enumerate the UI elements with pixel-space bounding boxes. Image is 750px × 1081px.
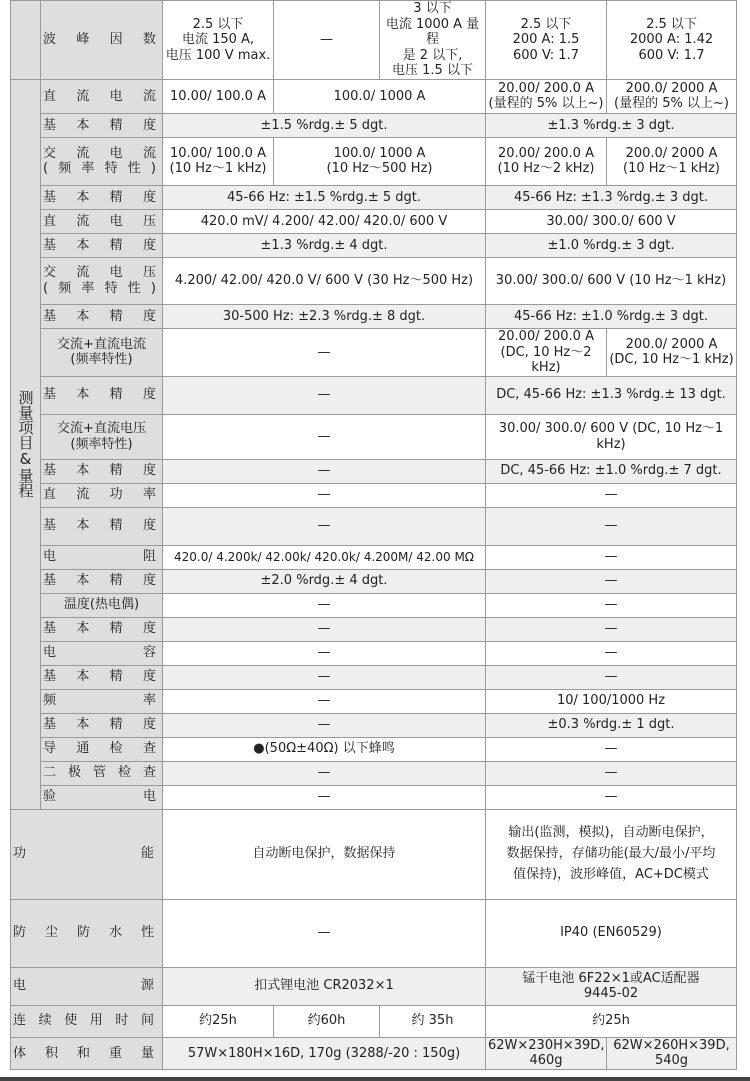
row-label: 验电 — [41, 785, 163, 809]
row-functions — [11, 809, 737, 899]
cell: — — [486, 507, 737, 545]
row-label: 直流电压 — [41, 209, 163, 233]
cell: 2.5 以下 电流 150 A, 电压 100 V max. — [163, 1, 274, 80]
bottom-divider — [0, 1077, 750, 1081]
cell: 200.0/ 2000 A (DC, 10 Hz～1 kHz) — [607, 328, 737, 376]
row-frequency-accuracy — [11, 713, 737, 737]
row-label: 基本精度 — [41, 617, 163, 641]
row-label: 交流+直流电压 (频率特性) — [41, 414, 163, 459]
row-acdc-current — [11, 328, 737, 376]
cell: IP40 (EN60529) — [486, 899, 737, 967]
cell: 30.00/ 300.0/ 600 V (DC, 10 Hz～1 kHz) — [486, 414, 737, 459]
cell: 2.5 以下 200 A: 1.5 600 V: 1.7 — [486, 1, 607, 80]
cell: 200.0/ 2000 A (量程的 5% 以上~) — [607, 79, 737, 113]
cell: — — [163, 483, 486, 507]
cell: 30-500 Hz: ±2.3 %rdg.± 8 dgt. — [163, 304, 486, 328]
cell: — — [163, 899, 486, 967]
row-temperature-accuracy — [11, 617, 737, 641]
cell: 20.00/ 200.0 A (量程的 5% 以上~) — [486, 79, 607, 113]
row-ac-voltage-accuracy — [11, 304, 737, 328]
cell: — — [486, 569, 737, 593]
cell: — — [163, 665, 486, 689]
cell: 420.0/ 4.200k/ 42.00k/ 420.0k/ 4.200M/ 42.00 MΩ — [163, 545, 486, 569]
cell: 输出(监测，模拟)，自动断电保护， 数据保持，存储功能(最大/最小/平均 值保持)，波形峰值，AC+DC模式 — [486, 809, 737, 899]
cell: 4.200/ 42.00/ 420.0 V/ 600 V (30 Hz～500 Hz) — [163, 257, 486, 304]
cell: 45-66 Hz: ±1.3 %rdg.± 3 dgt. — [486, 185, 737, 209]
row-ac-voltage — [11, 257, 737, 304]
cell: ±2.0 %rdg.± 4 dgt. — [163, 569, 486, 593]
row-runtime — [11, 1005, 737, 1037]
row-frequency — [11, 689, 737, 713]
cell: 30.00/ 300.0/ 600 V (10 Hz～1 kHz) — [486, 257, 737, 304]
cell: — — [163, 641, 486, 665]
row-label: 连续使用时间 — [11, 1005, 163, 1037]
row-dc-voltage-accuracy — [11, 233, 737, 257]
row-crest-factor — [11, 1, 737, 80]
cell: ±1.3 %rdg.± 4 dgt. — [163, 233, 486, 257]
row-continuity — [11, 737, 737, 761]
cell: 30.00/ 300.0/ 600 V — [486, 209, 737, 233]
row-label: 基本精度 — [41, 376, 163, 414]
cell: 45-66 Hz: ±1.0 %rdg.± 3 dgt. — [486, 304, 737, 328]
row-label: 导通检查 — [41, 737, 163, 761]
row-dc-power — [11, 483, 737, 507]
cell: — — [163, 459, 486, 483]
cell: — — [486, 617, 737, 641]
row-label: 基本精度 — [41, 713, 163, 737]
cell: 约25h — [163, 1005, 274, 1037]
cell: ±1.0 %rdg.± 3 dgt. — [486, 233, 737, 257]
cell: 2.5 以下 2000 A: 1.42 600 V: 1.7 — [607, 1, 737, 80]
cell: — — [486, 641, 737, 665]
cell: — — [163, 617, 486, 641]
row-diode — [11, 761, 737, 785]
row-label: 直流电流 — [41, 79, 163, 113]
row-label: 频率 — [41, 689, 163, 713]
cell: — — [163, 414, 486, 459]
cell: — — [163, 689, 486, 713]
row-resistance-accuracy — [11, 569, 737, 593]
row-label: 基本精度 — [41, 185, 163, 209]
row-dc-current — [11, 79, 737, 113]
row-label: 温度(热电偶) — [41, 593, 163, 617]
cell: — — [486, 483, 737, 507]
row-label: 二极管检查 — [41, 761, 163, 785]
cell: 100.0/ 1000 A (10 Hz～500 Hz) — [274, 137, 486, 185]
cell: ±1.5 %rdg.± 5 dgt. — [163, 113, 486, 137]
row-label: 基本精度 — [41, 233, 163, 257]
row-ac-current — [11, 137, 737, 185]
cell: 420.0 mV/ 4.200/ 42.00/ 420.0/ 600 V — [163, 209, 486, 233]
cell: ±1.3 %rdg.± 3 dgt. — [486, 113, 737, 137]
cell: 10.00/ 100.0 A — [163, 79, 274, 113]
row-label: 功能 — [11, 809, 163, 899]
cell: 扣式锂电池 CR2032×1 — [163, 967, 486, 1005]
cell: — — [486, 785, 737, 809]
cell: — — [163, 328, 486, 376]
row-label: 基本精度 — [41, 507, 163, 545]
cell: — — [486, 593, 737, 617]
cell: ±0.3 %rdg.± 1 dgt. — [486, 713, 737, 737]
group-label: 测量项目&量程 — [16, 390, 35, 499]
spec-table — [10, 0, 737, 1070]
cell: 10.00/ 100.0 A (10 Hz～1 kHz) — [163, 137, 274, 185]
cell: 57W×180H×16D, 170g (3288/-20 : 150g) — [163, 1037, 486, 1069]
cell: 约 35h — [380, 1005, 486, 1037]
cell: — — [163, 593, 486, 617]
row-voltage-detect — [11, 785, 737, 809]
cell: — — [163, 761, 486, 785]
row-label: 交流电流 (频率特性) — [41, 137, 163, 185]
row-label: 交流+直流电流 (频率特性) — [41, 328, 163, 376]
row-label: 基本精度 — [41, 113, 163, 137]
cell: 45-66 Hz: ±1.5 %rdg.± 5 dgt. — [163, 185, 486, 209]
cell: 锰干电池 6F22×1或AC适配器 9445-02 — [486, 967, 737, 1005]
cell: — — [163, 376, 486, 414]
row-ip-rating — [11, 899, 737, 967]
row-dc-current-accuracy — [11, 113, 737, 137]
cell: DC, 45-66 Hz: ±1.3 %rdg.± 13 dgt. — [486, 376, 737, 414]
cell: — — [274, 1, 380, 80]
cell: — — [163, 713, 486, 737]
row-label: 基本精度 — [41, 459, 163, 483]
cell: DC, 45-66 Hz: ±1.0 %rdg.± 7 dgt. — [486, 459, 737, 483]
cell: — — [486, 737, 737, 761]
cell: 20.00/ 200.0 A (DC, 10 Hz～2 kHz) — [486, 328, 607, 376]
cell: 10/ 100/1000 Hz — [486, 689, 737, 713]
cell: 62W×260H×39D, 540g — [607, 1037, 737, 1069]
cell: 200.0/ 2000 A (10 Hz～1 kHz) — [607, 137, 737, 185]
row-label: 基本精度 — [41, 304, 163, 328]
row-label: 基本精度 — [41, 665, 163, 689]
row-ac-current-accuracy — [11, 185, 737, 209]
row-label: 体积和重量 — [11, 1037, 163, 1069]
row-power — [11, 967, 737, 1005]
row-capacitance-accuracy — [11, 665, 737, 689]
cell: ●(50Ω±40Ω) 以下蜂鸣 — [163, 737, 486, 761]
cell: — — [486, 761, 737, 785]
row-resistance — [11, 545, 737, 569]
row-label: 波峰因数 — [41, 1, 163, 80]
row-size-weight — [11, 1037, 737, 1069]
row-label: 基本精度 — [41, 569, 163, 593]
cell: — — [163, 507, 486, 545]
group-label-cell — [11, 79, 41, 809]
cell: 自动断电保护，数据保持 — [163, 809, 486, 899]
row-acdc-voltage — [11, 414, 737, 459]
row-label: 交流电压 (频率特性) — [41, 257, 163, 304]
cell: 3 以下 电流 1000 A 量程 是 2 以下, 电压 1.5 以下 — [380, 1, 486, 80]
row-label: 电阻 — [41, 545, 163, 569]
cell: 约60h — [274, 1005, 380, 1037]
cell: — — [486, 665, 737, 689]
row-label: 直流功率 — [41, 483, 163, 507]
row-label: 电源 — [11, 967, 163, 1005]
row-label: 电容 — [41, 641, 163, 665]
cell: 62W×230H×39D, 460g — [486, 1037, 607, 1069]
row-acdc-current-accuracy — [11, 376, 737, 414]
row-label: 防尘防水性 — [11, 899, 163, 967]
cell: 20.00/ 200.0 A (10 Hz～2 kHz) — [486, 137, 607, 185]
row-dc-power-accuracy — [11, 507, 737, 545]
cell: 约25h — [486, 1005, 737, 1037]
row-capacitance — [11, 641, 737, 665]
cell: — — [486, 545, 737, 569]
row-dc-voltage — [11, 209, 737, 233]
cell: — — [163, 785, 486, 809]
cell: 100.0/ 1000 A — [274, 79, 486, 113]
row-temperature — [11, 593, 737, 617]
row-acdc-voltage-accuracy — [11, 459, 737, 483]
